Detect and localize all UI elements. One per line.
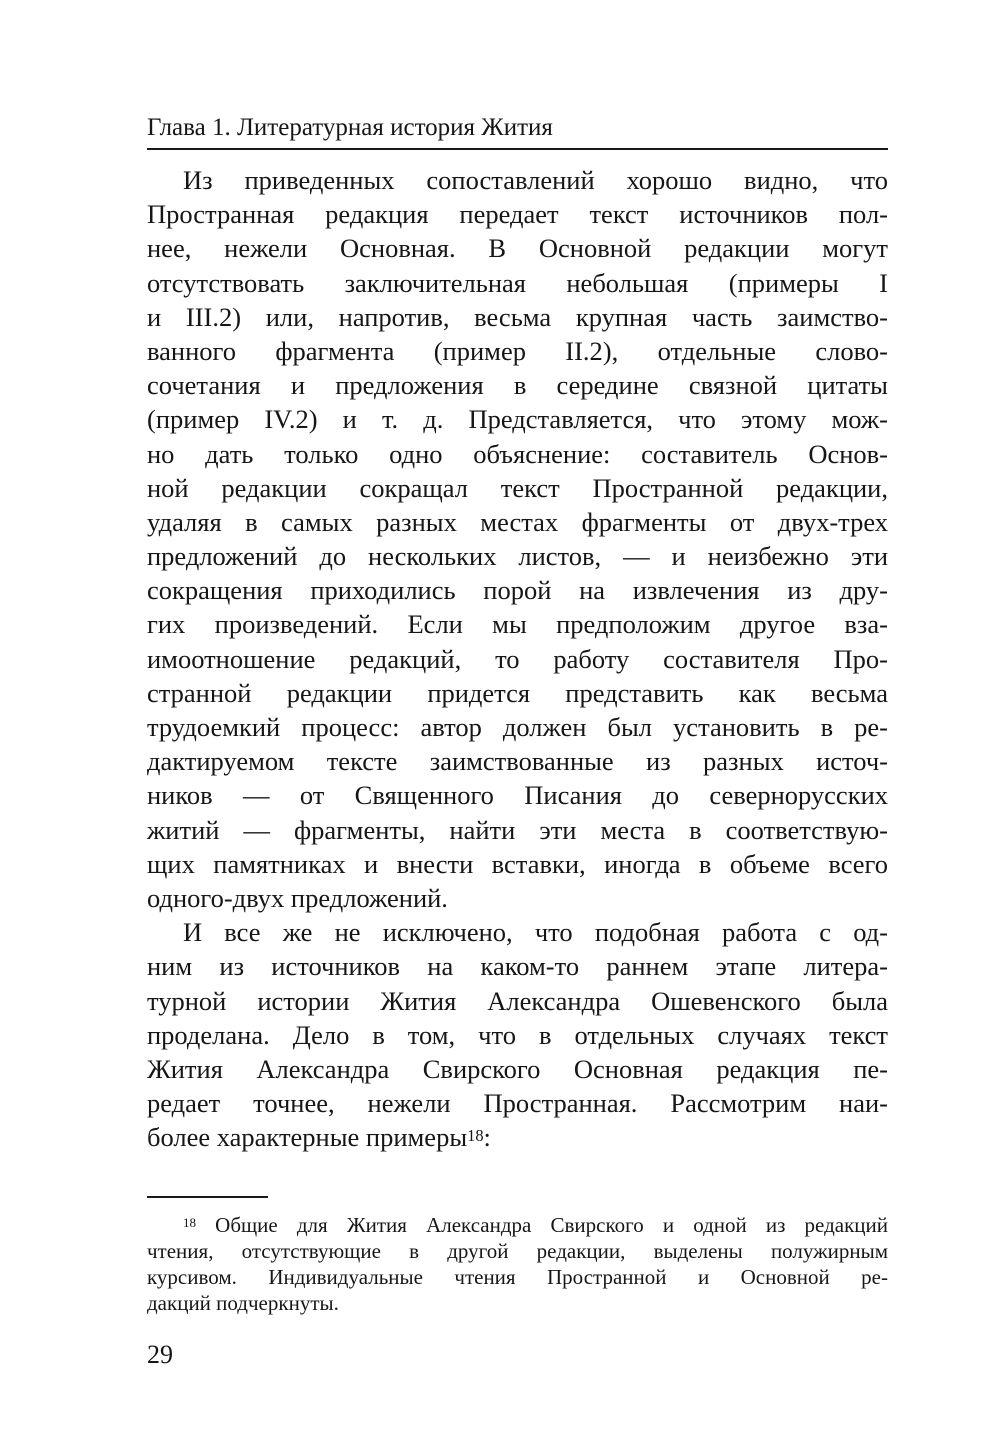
text-line: но дать только одно объяснение: составитель Основ- [147,438,888,469]
text-line-with-note [147,1120,888,1154]
text-line: сокращения приходились порой на извлечения из дру- [147,575,888,606]
text-line: имоотношение редакций, то работу составителя Про- [147,643,888,674]
text-line: сочетания и предложения в середине связной цитаты [147,370,888,401]
footnote-line: дакций подчеркнуты. [147,1291,339,1315]
text-line: трудоемкий процесс: автор должен был установить в ре- [147,712,888,742]
paragraph-1 [147,163,888,915]
paragraph-2 [147,915,888,1154]
text-line: редает точнее, нежели Пространная. Рассмотрим наи- [147,1088,888,1119]
text-line: проделана. Дело в том, что в отдельных случаях текст [147,1019,888,1050]
text-line: Пространная редакция передает текст источников пол- [147,199,888,230]
footnote-reference[interactable]: 18 [467,1125,484,1145]
text-line: одного-двух предложений. [147,882,448,913]
text-line: ной редакции сокращал текст Пространной редакции, [147,472,888,503]
text-line: гих произведений. Если мы предположим другое вза- [147,609,888,640]
text-line: и III.2) или, напротив, весьма крупная часть заимство- [147,301,888,332]
footnote-line: чтения, отсутствующие в другой редакции, выделены полужирным [147,1239,888,1263]
footnote [147,1212,888,1316]
text-line: Жития Александра Свирского Основная редакция пе- [147,1053,888,1084]
text-line: Из приведенных сопоставлений хорошо видно, что [183,165,888,195]
footnote-line [147,1212,888,1238]
text-line: предложений до нескольких листов, — и неизбежно эти [147,541,888,572]
page-number: 29 [147,1340,173,1369]
text-line: ванного фрагмента (пример II.2), отдельные слово- [147,335,888,366]
text-line: дактируемом тексте заимствованные из разных источ- [147,746,888,777]
footnote-number: 18 [183,1215,197,1231]
running-head: Глава 1. Литературная история Жития [147,114,553,141]
text-line: странной редакции придется представить как весьма [147,677,888,708]
footnote-separator [147,1196,268,1198]
header-rule [147,148,888,150]
text-line: нее, нежели Основная. В Основной редакции могут [147,233,888,264]
text-line: ников — от Священного Писания до севернорусских [147,780,888,811]
text-line: удаляя в самых разных местах фрагменты от двух-трех [147,506,888,537]
text-line: И все же не исключено, что подобная работа с од- [183,917,888,948]
footnote-line: курсивом. Индивидуальные чтения Пространной и Основной ре- [147,1265,888,1289]
text-line-content: более характерные примеры [147,1122,468,1153]
main-text [147,163,888,1154]
text-line: ним из источников на каком-то раннем этапе литера- [147,951,888,982]
text-line: житий — фрагменты, найти эти места в соответствую- [147,814,888,845]
text-line: турной истории Жития Александра Ошевенского была [147,985,888,1016]
text-line: (пример IV.2) и т. д. Представляется, что этому мож- [147,404,888,435]
line-tail: : [483,1122,491,1153]
text-line: отсутствовать заключительная небольшая (примеры I [147,267,888,298]
text-line: щих памятниках и внести вставки, иногда в объеме всего [147,848,888,879]
footnote-text: Общие для Жития Александра Свирского и одной из редакций [215,1213,889,1237]
